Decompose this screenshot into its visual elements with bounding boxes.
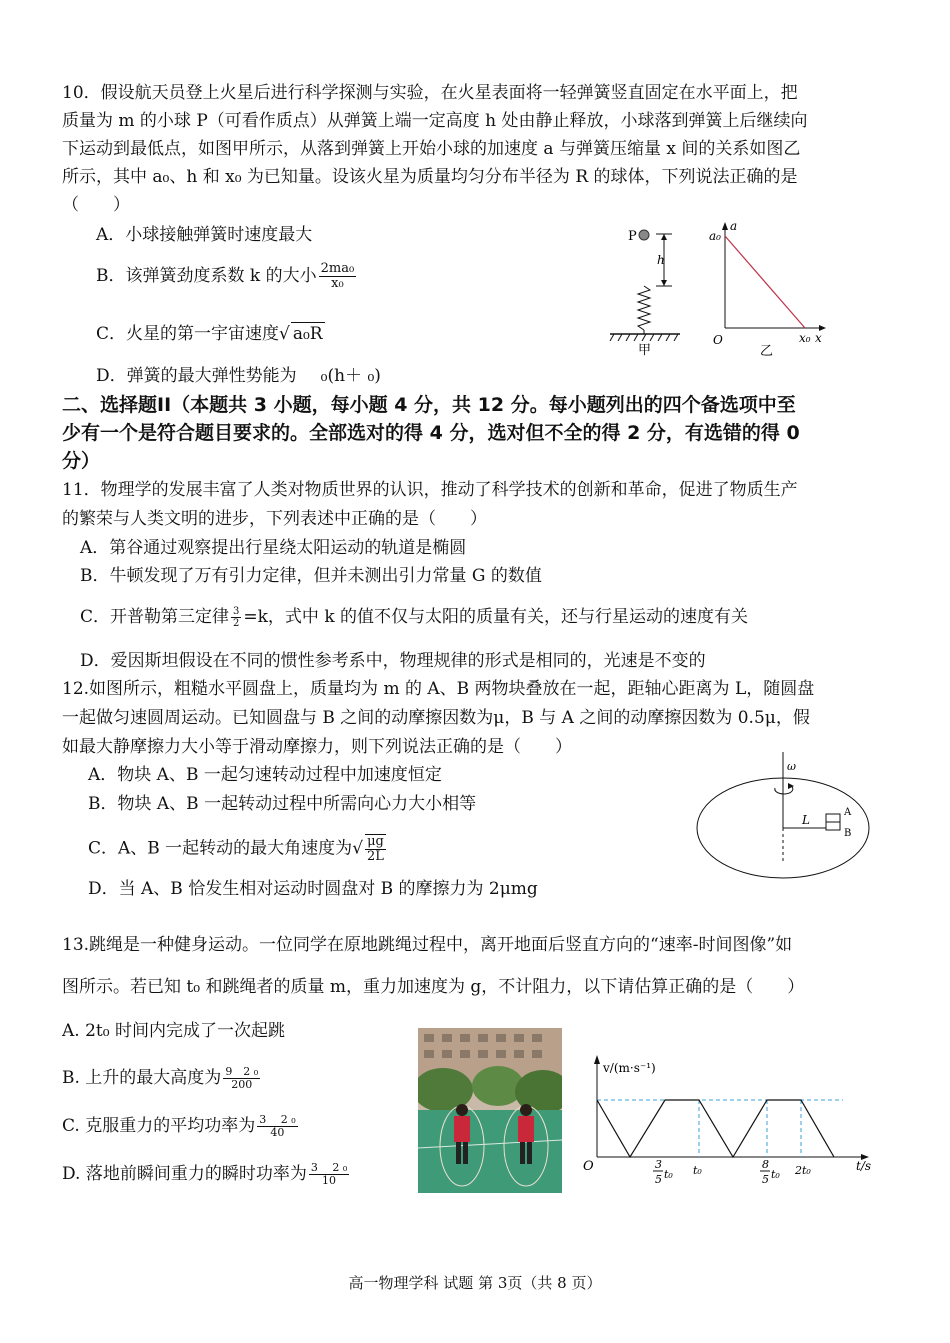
q10-option-d: D．弹簧的最大弹性势能为 ₀(h＋ ₀) — [96, 366, 381, 386]
q11-option-c-fraction: $\frac{3}{2}$ — [233, 606, 240, 629]
q11-option-a: A．第谷通过观察提出行星绕太阳运动的轨道是椭圆 — [80, 538, 467, 558]
tick-8: 8 — [762, 1158, 769, 1171]
q12-line3: 如最大静摩擦力大小等于滑动摩擦力，则下列说法正确的是（ ） — [62, 737, 572, 757]
q10-answer-paren: （ ） — [62, 195, 130, 215]
q10-line3: 下运动到最低点，如图甲所示，从落到弹簧上开始小球的加速度 a 与弹簧压缩量 x 间的关系如图乙 — [62, 139, 801, 159]
label-h: h — [657, 253, 665, 267]
block-a — [826, 814, 840, 822]
tick-t0-a: t₀ — [664, 1168, 673, 1181]
q13-line1: 13.跳绳是一种健身运动。一位同学在原地跳绳过程中，离开地面后竖直方向的“速率-时间图像”如 — [62, 935, 793, 955]
q10-line1: 10．假设航天员登上火星后进行科学探测与实验，在火星表面将一轻弹簧竖直固定在水平面上，把 — [62, 83, 798, 103]
q10-figure-graph — [705, 218, 830, 358]
label-x: x — [815, 331, 822, 345]
label-origin: O — [713, 333, 723, 347]
section2-title-line2: 少有一个是符合题目要求的。全部选对的得 4 分，选对但不全的得 2 分，有选错的得 0 — [62, 422, 800, 444]
label-jia: 甲 — [638, 343, 652, 358]
q13-line2: 图所示。若已知 t₀ 和跳绳者的质量 m，重力加速度为 g，不计阻力，以下请估算正确的是（ ） — [62, 977, 805, 997]
tick-5b: 5 — [762, 1173, 769, 1186]
q12-option-d: D．当 A、B 恰发生相对运动时圆盘对 B 的摩擦力为 2μmg — [88, 879, 538, 899]
q13-option-c-fraction: $\frac{\text{3 2 ₀}}{40}$ — [259, 1113, 296, 1139]
q10-figure-spring — [600, 220, 695, 360]
q12-line1: 12.如图所示，粗糙水平圆盘上，质量均为 m 的 A、B 两物块叠放在一起，距轴心距离为 L，随圆盘 — [62, 679, 815, 699]
tick-5: 5 — [655, 1173, 662, 1186]
q11-option-c: C．开普勒第三定律 $\frac{3}{2}$ =k，式中 k 的值不仅与太阳的质量有关，还与行星运动的速度有关 — [80, 606, 749, 629]
page-footer: 高一物理学科 试题 第 3页（共 8 页） — [348, 1274, 602, 1292]
vt-curve — [597, 1100, 834, 1157]
jump-rope-photo — [418, 1028, 562, 1193]
block-b — [826, 822, 840, 830]
label-yi: 乙 — [760, 344, 774, 358]
q10-line4: 所示，其中 a₀、h 和 x₀ 为已知量。设该火星为质量均匀分布半径为 R 的球体，下列说法正确的是 — [62, 167, 798, 187]
section2-title-line1: 二、选择题II（本题共 3 小题，每小题 4 分，共 12 分。每小题列出的四个备选项中至 — [62, 394, 796, 416]
tick-3: 3 — [655, 1158, 662, 1171]
q10-option-c: C．火星的第一宇宙速度√ a₀R — [96, 324, 323, 344]
q13-option-b: B. 上升的最大高度为 $\frac{\text{9 2 ₀}}{200}$ — [62, 1065, 259, 1091]
q13-option-d-fraction: $\frac{\text{3 2 ₀}}{10}$ — [310, 1161, 348, 1187]
label-block-b: B — [844, 828, 852, 839]
label-p: P — [628, 229, 637, 244]
tick-t0: t₀ — [693, 1164, 702, 1177]
label-a: a — [730, 219, 738, 233]
label-a0: a₀ — [709, 229, 721, 243]
q10-option-b: B．该弹簧劲度系数 k 的大小 $\frac{\text{2ma₀}}{\text{x₀}}$ — [96, 261, 355, 291]
label-omega: ω — [787, 760, 796, 773]
q13-option-a: A. 2t₀ 时间内完成了一次起跳 — [62, 1021, 285, 1041]
tick-2t0: 2t₀ — [795, 1164, 811, 1177]
q13-option-d: D. 落地前瞬间重力的瞬时功率为 $\frac{\text{3 2 ₀}}{10}$ — [62, 1161, 348, 1187]
q13-option-b-fraction: $\frac{\text{9 2 ₀}}{200}$ — [225, 1065, 259, 1091]
spring-icon — [638, 286, 650, 330]
q12-option-b: B．物块 A、B 一起转动过程中所需向心力大小相等 — [88, 794, 477, 814]
q12-option-c: C．A、B 一起转动的最大角速度为√ $\frac{\mu g}{2L}$ — [88, 834, 384, 864]
label-origin: O — [583, 1159, 594, 1174]
q13-vt-graph — [575, 1052, 880, 1197]
q11-line1: 11．物理学的发展丰富了人类对物质世界的认识，推动了科学技术的创新和革命，促进了物质生产 — [62, 480, 798, 500]
ball-p-icon — [639, 230, 649, 240]
label-t-axis: t/s — [856, 1159, 872, 1173]
q11-line2: 的繁荣与人类文明的进步，下列表述中正确的是（ ） — [62, 509, 487, 529]
label-x0: x₀ — [799, 331, 811, 345]
q12-figure-disc — [695, 752, 880, 882]
label-l: L — [802, 813, 810, 827]
tick-t0-b: t₀ — [771, 1168, 780, 1181]
q12-line2: 一起做匀速圆周运动。已知圆盘与 B 之间的动摩擦因数为μ，B 与 A 之间的动摩擦因数为 0.5μ，假 — [62, 708, 810, 728]
q13-option-c: C. 克服重力的平均功率为 $\frac{\text{3 2 ₀}}{40}$ — [62, 1113, 296, 1139]
label-block-a: A — [844, 807, 852, 818]
q10-option-b-fraction: $\frac{\text{2ma₀}}{\text{x₀}}$ — [320, 261, 355, 291]
section2-title-line3: 分） — [62, 450, 101, 472]
q11-option-d: D．爱因斯坦假设在不同的惯性参考系中，物理规律的形式是相同的，光速是不变的 — [80, 651, 706, 671]
q12-option-a: A．物块 A、B 一起匀速转动过程中加速度恒定 — [88, 765, 442, 785]
a-x-line — [725, 236, 805, 328]
q12-option-c-fraction: $\frac{\mu g}{2L}$ — [367, 834, 384, 864]
label-v-axis: v/(m·s⁻¹) — [603, 1061, 656, 1075]
q10-line2: 质量为 m 的小球 P（可看作质点）从弹簧上端一定高度 h 处由静止释放，小球落到弹簧上后继续向 — [62, 111, 808, 131]
q10-option-a: A．小球接触弹簧时速度最大 — [96, 225, 313, 245]
q11-option-b: B．牛顿发现了万有引力定律，但并未测出引力常量 G 的数值 — [80, 566, 542, 586]
